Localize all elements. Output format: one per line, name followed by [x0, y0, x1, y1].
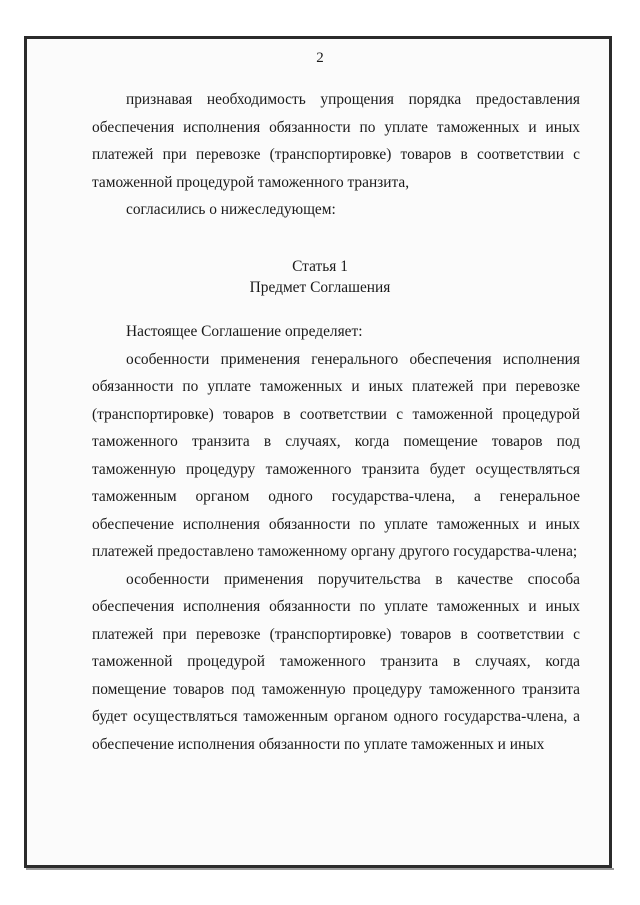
article-intro: Настоящее Соглашение определяет: [126, 323, 363, 340]
page-border-shadow [26, 868, 614, 870]
article-item-general-guarantee: особенности применения генерального обеспечения исполнения обязанности по уплате таможенных и иных платежей при перевозке (транспортировке) товаров в соответствии с таможенной процедурой таможенного транзита в случаях, когда помещение товаров под таможенную процедуру таможенного транзита будет осуществляться таможенным органом одного государства-члена, а генеральное обеспечение исполнения обязанности по уплате таможенных и иных платежей предоставлено таможенному органу другого государства-члена; [92, 350, 580, 560]
article-item-surety: особенности применения поручительства в качестве способа обеспечения исполнения обязанности по уплате таможенных и иных платежей при перевозке (транспортировке) товаров в соответствии с таможенной процедурой таможенного транзита в случаях, когда помещение товаров под таможенную процедуру таможенного транзита будет осуществляться таможенным органом одного государства-члена, а обеспечение исполнения обязанности по уплате таможенных и иных [92, 570, 580, 753]
article-body [92, 318, 580, 758]
preamble-paragraph: признавая необходимость упрощения порядка предоставления обеспечения исполнения обязанности по уплате таможенных и иных платежей при перевозке (транспортировке) товаров в соответствии с таможенной процедурой таможенного транзита, [92, 91, 580, 191]
preamble-agreement-line: согласились о нижеследующем: [126, 201, 336, 218]
article-number: Статья 1 [292, 258, 348, 275]
article-title: Предмет Соглашения [249, 279, 391, 296]
page-number: 2 [316, 50, 324, 66]
preamble [92, 86, 580, 224]
